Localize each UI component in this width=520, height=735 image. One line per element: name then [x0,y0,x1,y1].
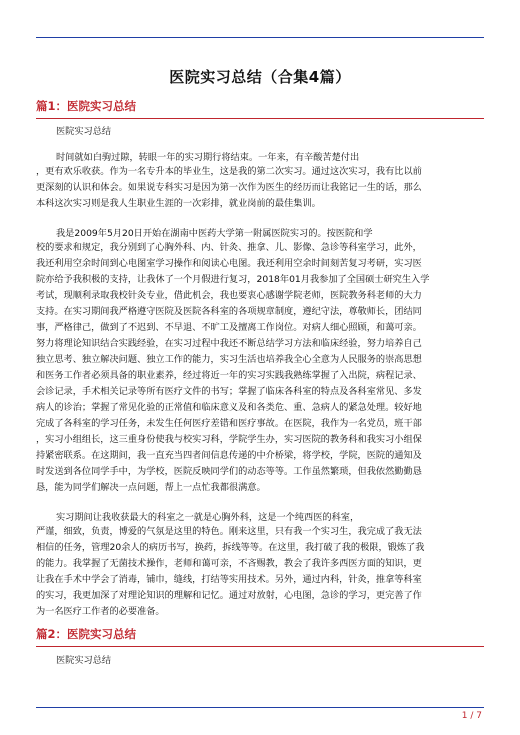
body-line: 严谨，细致，负责，博爱的气氛是这里的特色。刚来这里，只有我一个实习生，我完成了我无法 [36,526,422,537]
document-title: 医院实习总结（合集4篇） [169,68,351,86]
footer-rule [36,707,484,708]
body-line: 时发送到各位同学手中，为学校，医院反映同学们的动态等等。工作虽然繁琐，但我依然勤勤恳 [36,466,422,477]
body-line: 恳，能为同学们解决一点问题，帮上一点忙我都很满意。 [36,482,266,493]
body-line: 校的要求和规定，我分别到了心胸外科、内、针灸、推拿、儿、影像、急诊等科室学习，此外， [36,242,422,253]
body-line: 持紧密联系。在这期间，我一直充当四者间信息传递的中介桥梁，将学校，学院，医院的通知及 [36,450,422,461]
body-line: 院亦给予我积极的支持，让我休了一个月假进行复习，2018年01月我参加了全国硕士研究生入学 [36,274,430,285]
body-line: 独立思考、独立解决问题、独立工作的能力，实习生活也培养我全心全意为人民服务的崇高思想 [36,354,422,365]
body-line: ，更有欢乐收获。作为一名专升本的毕业生，这是我的第二次实习。通过这次实习，我有比以前 [36,166,422,177]
body-line: 让我在手术中学会了消毒，铺巾，缝线，打结等实用技术。另外，通过内科，针灸，推拿等科室 [36,574,422,585]
body-line: 实习期间让我收获最大的科室之一就是心胸外科，这是一个纯西医的科室， [56,512,360,523]
body-line: 我是2009年5月20日开始在湖南中医药大学第一附属医院实习的。按医院和学 [56,228,373,239]
body-line: 病人的诊治；掌握了常见化验的正常值和临床意义及和各类危、重、急病人的紧急处理。较好地 [36,402,422,413]
body-line: 完成了各科室的学习任务，未发生任何医疗差错和医疗事故。在医院，我作为一名党员，班干部 [36,418,422,429]
page-number: 1 / 7 [461,711,482,721]
body-line: 为一名医疗工作者的必要准备。 [36,606,165,617]
body-line: ，实习小组组长，这三重身份使我与校实习科，学院学生办，实习医院的教务科和我实习小组保 [36,434,422,445]
body-line: 努力将理论知识结合实践经验，在实习过程中我还不断总结学习方法和临床经验，努力培养自己 [36,338,422,349]
body-line: 的能力。我掌握了无菌技术操作，老师和蔼可亲，不吝赐教，教会了我许多西医方面的知识，更 [36,558,422,569]
body-line: 考试，现顺利录取我校针灸专业，借此机会，我也要衷心感谢学院老师，医院教务科老师的大力 [36,290,422,301]
header-rule [36,37,484,38]
body-line: 更深刻的认识和体会。如果说专科实习是因为第一次作为医生的经历而让我铭记一生的话，那么 [36,182,422,193]
body-line: 事，严格律己，做到了不迟到、不早退、不旷工及擅离工作岗位。对病人细心照顾，和蔼可亲。 [36,322,422,333]
section-subtitle-2: 医院实习总结 [56,655,112,666]
body-line: 和医务工作者必须具备的职业素养，经过将近一年的实习实践我熟练掌握了入出院，病程记录、 [36,370,422,381]
section-heading-1: 篇1：医院实习总结 [36,98,484,119]
body-line: 支持。在实习期间我严格遵守医院及医院各科室的各项规章制度，遵纪守法，尊敬师长，团结同 [36,306,422,317]
section-heading-2: 篇2：医院实习总结 [36,626,484,647]
body-line: 相信的任务，管理20余人的病历书写，换药，拆线等等。在这里，我打破了我的极限，锻炼了我 [36,542,425,553]
body-line: 的实习，我更加深了对理论知识的理解和记忆。通过对放射，心电图，急诊的学习，更完善了作 [36,590,422,601]
body-line: 时间就如白驹过隙，转眼一年的实习期行将结束。一年来，有辛酸苦楚付出 [56,152,360,163]
body-line: 我还利用空余时间到心电图室学习操作和阅读心电图。我还利用空余时间刻苦复习考研，实习医 [36,258,422,269]
body-line: 本科这次实习则是我人生职业生涯的一次彩排，就业岗前的最佳集训。 [36,198,321,209]
section-subtitle-1: 医院实习总结 [56,126,112,137]
body-line: 会诊记录，手术相关记录等所有医疗文件的书写；掌握了临床各科室的特点及各科室常见、多发 [36,386,422,397]
